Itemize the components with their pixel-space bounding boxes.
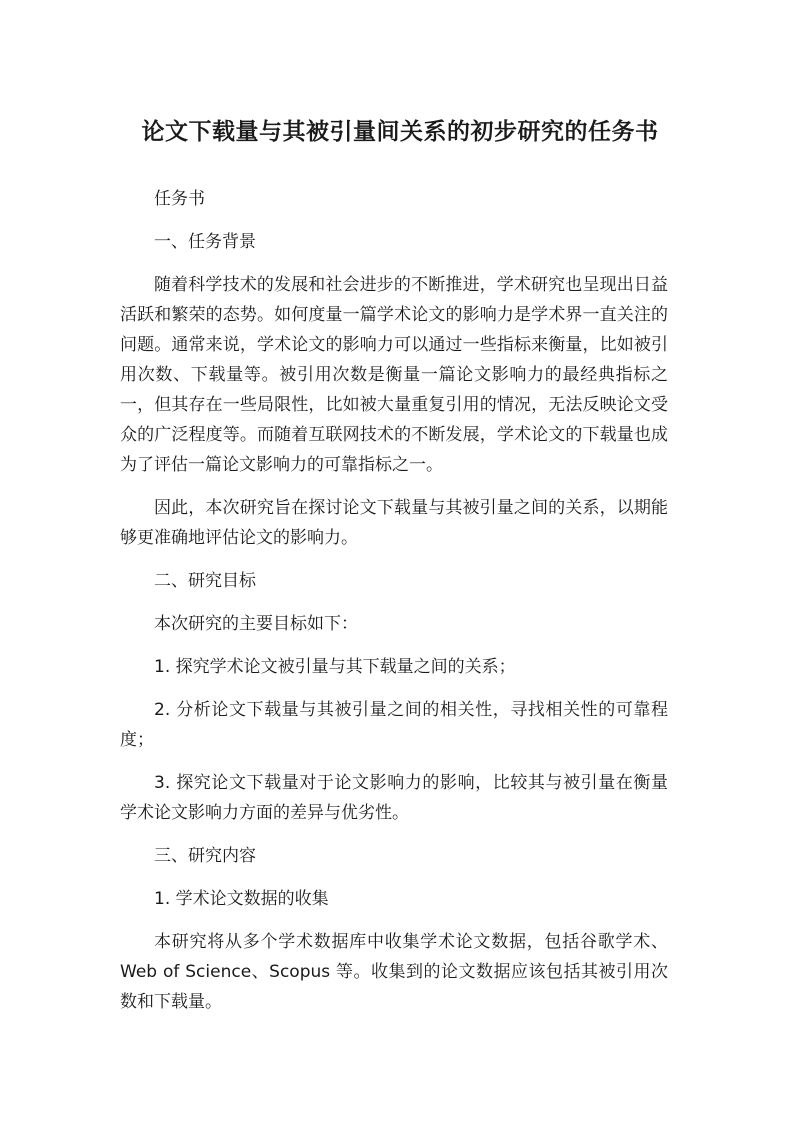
document-title: 论文下载量与其被引量间关系的初步研究的任务书 bbox=[141, 119, 659, 145]
document-body bbox=[120, 184, 668, 1030]
section-heading-background: 一、任务背景 bbox=[154, 232, 256, 252]
section-heading-goals: 二、研究目标 bbox=[154, 571, 256, 591]
goal-item-3: 3. 探究论文下载量对于论文影响力的影响，比较其与被引量在衡量学术论文影响力方面的差异与优劣性。 bbox=[120, 773, 668, 823]
goal-item-1: 1. 探究学术论文被引量与其下载量之间的关系； bbox=[154, 657, 516, 677]
heading-task-book: 任务书 bbox=[154, 189, 205, 209]
paragraph-background: 随着科学技术的发展和社会进步的不断推进，学术研究也呈现出日益活跃和繁荣的态势。如何度量一篇学术论文的影响力是学术界一直关注的问题。通常来说，学术论文的影响力可以通过一些指标来衡量，比如被引用次数、下载量等。被引用次数是衡量一篇论文影响力的最经典指标之一，但其存在一些局限性，比如被大量重复引用的情况，无法反映论文受众的广泛程度等。而随着互联网技术的不断发展，学术论文的下载量也成为了评估一篇论文影响力的可靠指标之一。 bbox=[120, 275, 668, 475]
subheading-data-collection: 1. 学术论文数据的收集 bbox=[154, 889, 329, 909]
paragraph-goals-intro: 本次研究的主要目标如下： bbox=[154, 614, 358, 634]
paragraph-purpose: 因此，本次研究旨在探讨论文下载量与其被引量之间的关系，以期能够更准确地评估论文的影响力。 bbox=[120, 498, 668, 548]
section-heading-content: 三、研究内容 bbox=[154, 846, 256, 866]
paragraph-data-collection: 本研究将从多个学术数据库中收集学术论文数据，包括谷歌学术、Web of Science、Scopus 等。收集到的论文数据应该包括其被引用次数和下载量。 bbox=[120, 932, 668, 1012]
goal-item-2: 2. 分析论文下载量与其被引量之间的相关性，寻找相关性的可靠程度； bbox=[120, 700, 668, 750]
